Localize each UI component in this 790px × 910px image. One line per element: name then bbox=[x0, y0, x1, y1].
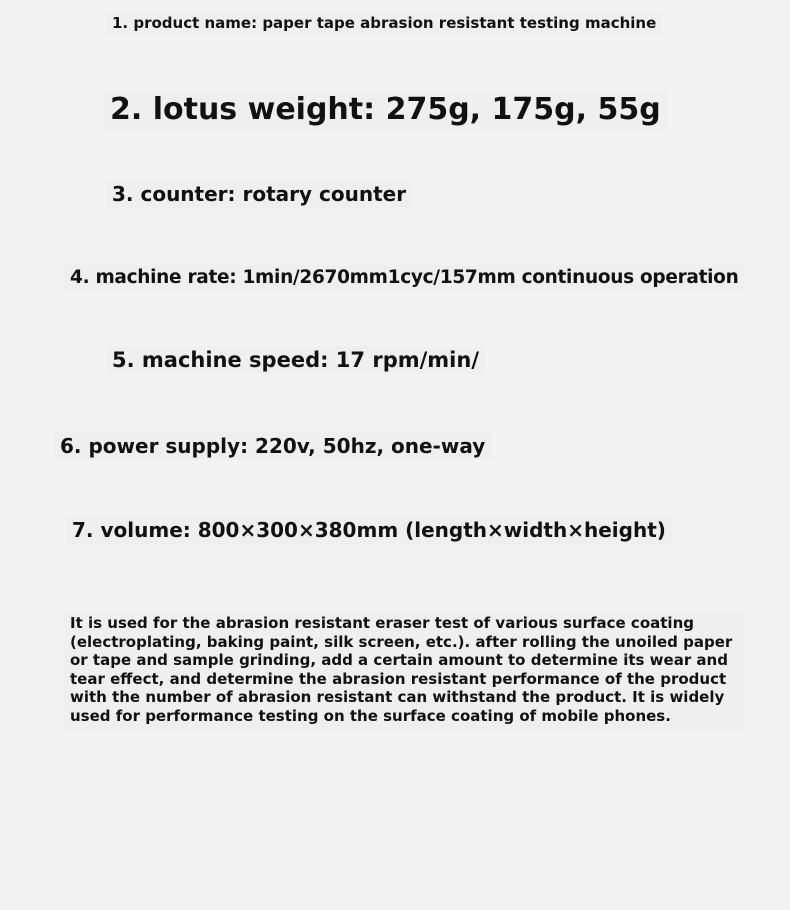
spec-lotus-weight: 2. lotus weight: 275g, 175g, 55g bbox=[104, 90, 667, 129]
spec-product-name: 1. product name: paper tape abrasion resistant testing machine bbox=[106, 12, 662, 34]
spec-power-supply: 6. power supply: 220v, 50hz, one-way bbox=[54, 432, 491, 460]
spec-machine-speed: 5. machine speed: 17 rpm/min/ bbox=[106, 346, 485, 374]
product-description: It is used for the abrasion resistant eraser test of various surface coating (electroplating, baking paint, silk screen, etc.). after rolling the unoiled paper or tape and sample grinding, add a certain amount to determine its wear and tear effect, and determine the abrasion resistant performance of the product with the number of abrasion resistant can withstand the product. It is widely used for performance testing on the surface coating of mobile phones. bbox=[64, 610, 744, 729]
spec-volume: 7. volume: 800×300×380mm (length×width×height) bbox=[66, 516, 672, 544]
spec-counter: 3. counter: rotary counter bbox=[106, 180, 412, 208]
spec-machine-rate: 4. machine rate: 1min/2670mm1cyc/157mm continuous operation bbox=[64, 265, 744, 290]
